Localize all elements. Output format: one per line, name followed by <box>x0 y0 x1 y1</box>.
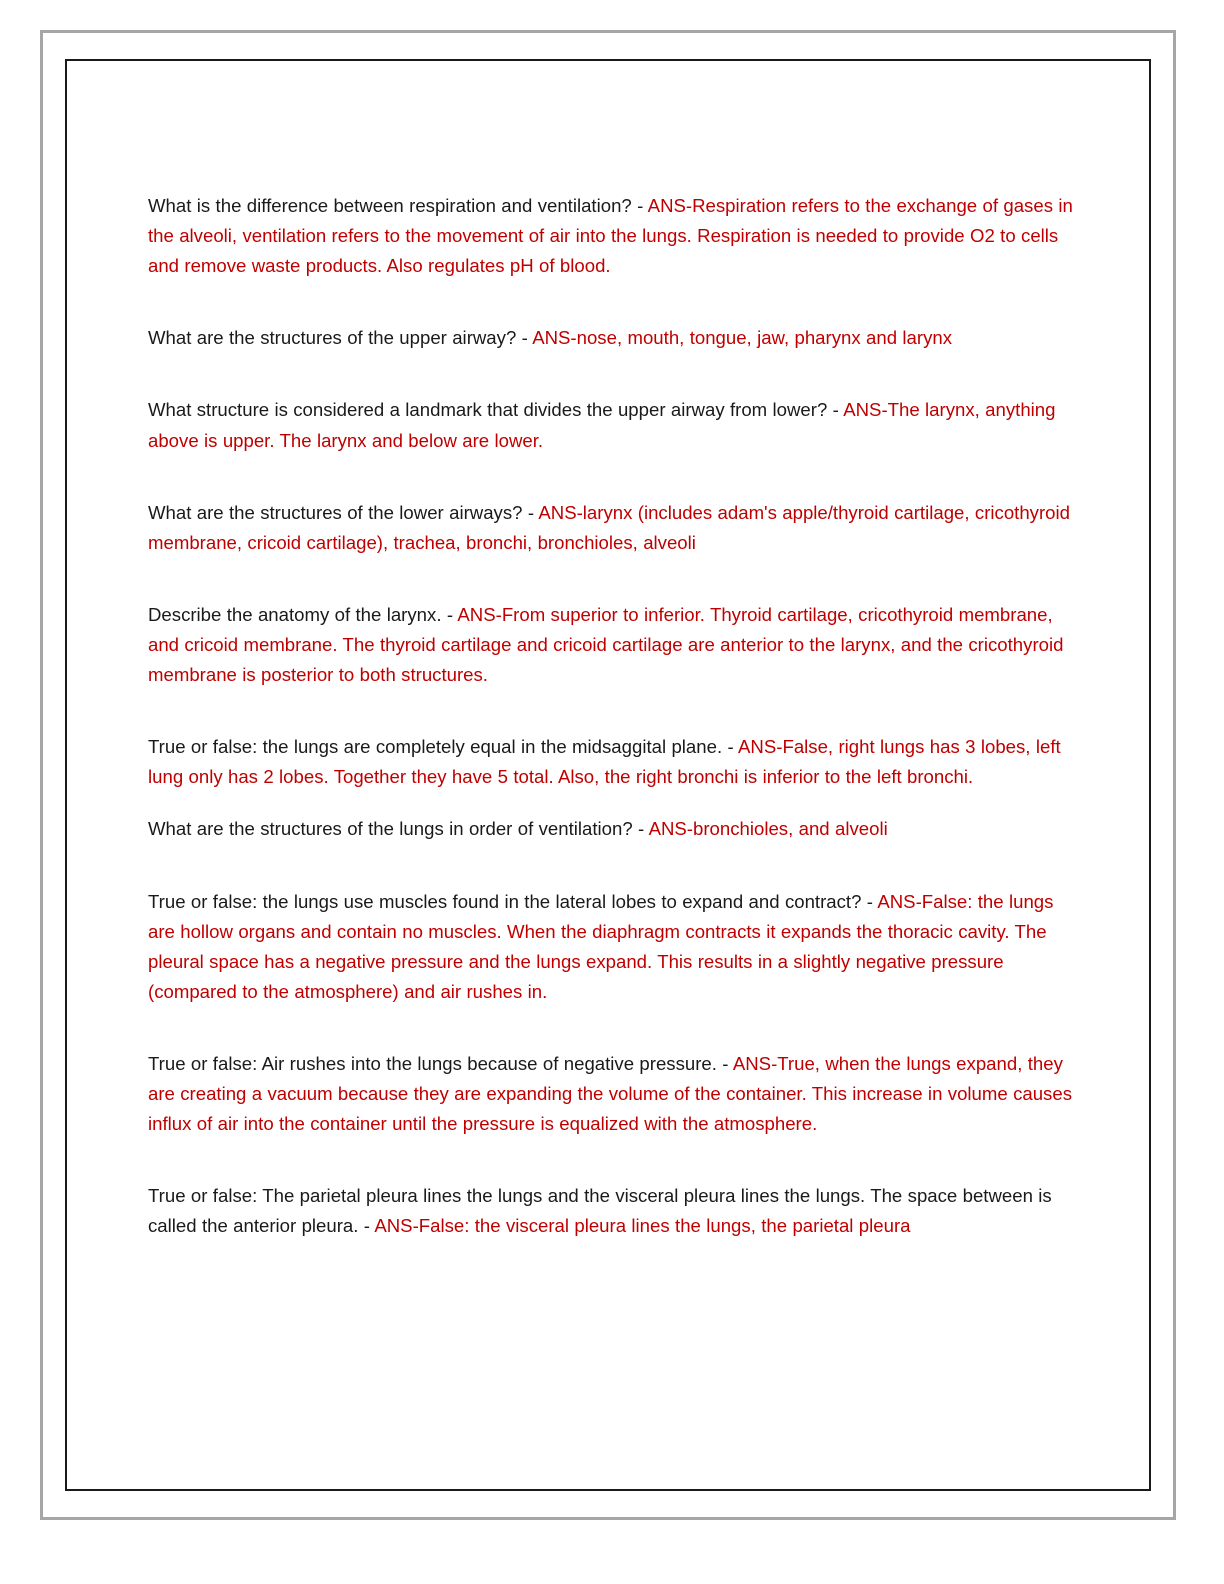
answer-separator: - <box>522 501 539 523</box>
answer-separator: - <box>632 818 649 840</box>
answer-separator: - <box>861 890 878 912</box>
answer-text: ANS-bronchioles, and alveoli <box>648 818 888 840</box>
answer-separator: - <box>631 195 648 216</box>
document-page <box>65 59 1151 1491</box>
answer-text: ANS-True, when the lungs expand, they are creating a vacuum because they are expanding the volume of the container. This increase in volume causes influx of air into the container until the pressure is equalized with the atmosphere. <box>148 1052 1072 1135</box>
answer-text: ANS-From superior to inferior. Thyroid cartilage, cricothyroid membrane, and cricoid membrane. The thyroid cartilage and cricoid cartilage are anterior to the larynx, and the cricothyroid membrane is posterior to both structures. <box>148 603 1064 686</box>
question-text: What are the structures of the lower airways? <box>148 501 523 523</box>
qa-item <box>148 887 1078 1007</box>
document-outer-frame <box>40 30 1176 1520</box>
question-text: What is the difference between respiration and ventilation? <box>148 195 632 216</box>
qa-item <box>148 814 1078 844</box>
question-text: What structure is considered a landmark that divides the upper airway from lower? <box>148 399 828 421</box>
qa-item <box>148 498 1078 558</box>
qa-item <box>148 600 1078 690</box>
answer-text: ANS-Respiration refers to the exchange of gases in the alveoli, ventilation refers to the movement of air into the lungs. Respiration is needed to provide O2 to cells and remove waste products. Also regulates pH of blood. <box>148 195 1073 277</box>
answer-text: ANS-False: the visceral pleura lines the lungs, the parietal pleura <box>374 1215 911 1237</box>
qa-item <box>148 732 1078 792</box>
answer-separator: - <box>441 603 458 625</box>
question-text: True or false: the lungs use muscles found in the lateral lobes to expand and contract? <box>148 890 862 912</box>
qa-item <box>148 1049 1078 1139</box>
qa-item <box>148 191 1078 281</box>
answer-text: ANS-larynx (includes adam's apple/thyroid cartilage, cricothyroid membrane, cricoid cartilage), trachea, bronchi, bronchioles, alveoli <box>148 501 1070 553</box>
answer-text: ANS-False, right lungs has 3 lobes, left lung only has 2 lobes. Together they have 5 total. Also, the right bronchi is inferior to the left bronchi. <box>148 736 1061 788</box>
answer-separator: - <box>358 1215 375 1237</box>
question-text: What are the structures of the lungs in order of ventilation? <box>148 818 633 840</box>
answer-separator: - <box>722 736 739 758</box>
document-content <box>148 191 1078 1270</box>
question-text: True or false: the lungs are completely equal in the midsaggital plane. <box>148 736 723 758</box>
answer-separator: - <box>516 327 533 349</box>
answer-separator: - <box>827 399 844 421</box>
answer-text: ANS-The larynx, anything above is upper. The larynx and below are lower. <box>148 399 1056 451</box>
question-text: Describe the anatomy of the larynx. <box>148 603 442 625</box>
answer-text: ANS-False: the lungs are hollow organs and contain no muscles. When the diaphragm contracts it expands the thoracic cavity. The pleural space has a negative pressure and the lungs expand. This results in a slightly negative pressure (compared to the atmosphere) and air rushes in. <box>148 890 1054 1002</box>
answer-text: ANS-nose, mouth, tongue, jaw, pharynx and larynx <box>532 327 952 349</box>
question-text: True or false: Air rushes into the lungs because of negative pressure. <box>148 1052 717 1074</box>
question-text: True or false: The parietal pleura lines the lungs and the visceral pleura lines the lungs. The space between is called the anterior pleura. <box>148 1185 1052 1237</box>
answer-separator: - <box>716 1052 733 1074</box>
qa-item <box>148 1181 1078 1241</box>
qa-item <box>148 323 1078 353</box>
qa-item <box>148 395 1078 455</box>
question-text: What are the structures of the upper airway? <box>148 327 517 349</box>
